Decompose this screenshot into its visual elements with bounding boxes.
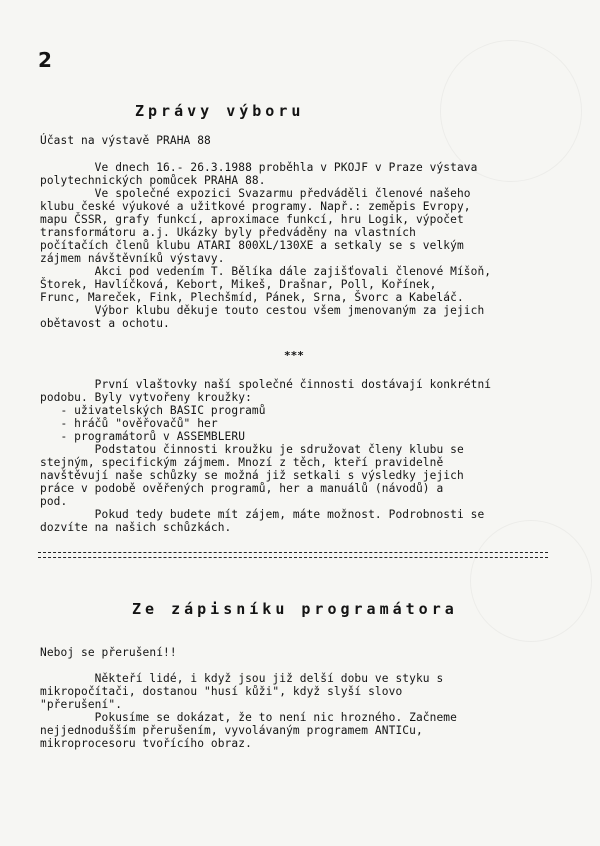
text-line: Výbor klubu děkuje touto cestou všem jmenovaným za jejich [40,304,485,317]
section-title-committee-news: Zprávy výboru [135,102,305,120]
text-line: dozvíte na našich schůzkách. [40,521,232,534]
section-subtitle-exhibition: Účast na výstavě PRAHA 88 [40,134,211,147]
text-line: Pokusíme se dokázat, že to není nic hrozného. Začneme [40,711,457,724]
text-line: zájmem návštěvníků výstavy. [40,252,225,265]
double-rule-divider [38,552,548,558]
text-line: Ve dnech 16.- 26.3.1988 proběhla v PKOJF v Praze výstava [40,161,478,174]
faint-watermark [470,520,592,642]
text-line: pod. [40,495,68,508]
text-line: - programátorů v ASSEMBLERU [40,430,246,443]
text-line: mikropočítači, dostanou "husí kůži", když slyší slovo [40,685,403,698]
text-line: Někteří lidé, i když jsou již delší dobu ve styku s [40,672,444,685]
text-line: Štorek, Havlíčková, Kebort, Mikeš, Drašnar, Poll, Kořínek, [40,278,437,291]
text-line: mapu ČSSR, grafy funkcí, aproximace funkcí, hru Logik, výpočet [40,213,464,226]
text-line: Frunc, Mareček, Fink, Plechšmíd, Pánek, Srna, Švorc a Kabeláč. [40,291,464,304]
text-line: transformátoru a.j. Ukázky byly předváděny na vlastních [40,226,416,239]
text-line: První vlaštovky naší společné činnosti dostávají konkrétní [40,378,492,391]
text-line: navštěvují naše schůzky se možná již setkali s výsledky jejich [40,469,464,482]
text-line: obětavost a ochotu. [40,317,170,330]
text-line: - hráčů "ověřovačů" her [40,417,218,430]
text-line: Ve společné expozici Svazarmu předváděli členové našeho [40,187,471,200]
text-line: "přerušení". [40,698,123,711]
text-line: podobu. Byly vytvořeny kroužky: [40,391,252,404]
text-line: počítačích členů klubu ATARI 800XL/130XE a setkaly se s velkým [40,239,464,252]
page-number: 2 [38,48,52,72]
text-line: stejným, specifickým zájmem. Mnozí z těch, kteří pravidelně [40,456,444,469]
text-line: - uživatelských BASIC programů [40,404,266,417]
section-title-programmer-notebook: Ze zápisníku programátora [132,600,458,618]
text-line: práce v podobě ověřených programů, her a manuálů (návodů) a [40,482,444,495]
section-subtitle-interrupts: Neboj se přerušení!! [40,646,177,659]
text-line: polytechnických pomůcek PRAHA 88. [40,174,266,187]
text-line: Pokud tedy budete mít zájem, máte možnost. Podrobnosti se [40,508,485,521]
text-line: klubu české výukové a užitkové programy. Např.: zeměpis Evropy, [40,200,471,213]
text-line: Podstatou činnosti kroužku je sdružovat členy klubu se [40,443,464,456]
text-line: mikroprocesoru tvořícího obraz. [40,737,252,750]
text-line: nejjednodušším přerušením, vyvolávaným programem ANTICu, [40,724,423,737]
section-separator: *** [284,349,304,362]
text-line: Akci pod vedením T. Bělíka dále zajišťovali členové Míšoň, [40,265,492,278]
